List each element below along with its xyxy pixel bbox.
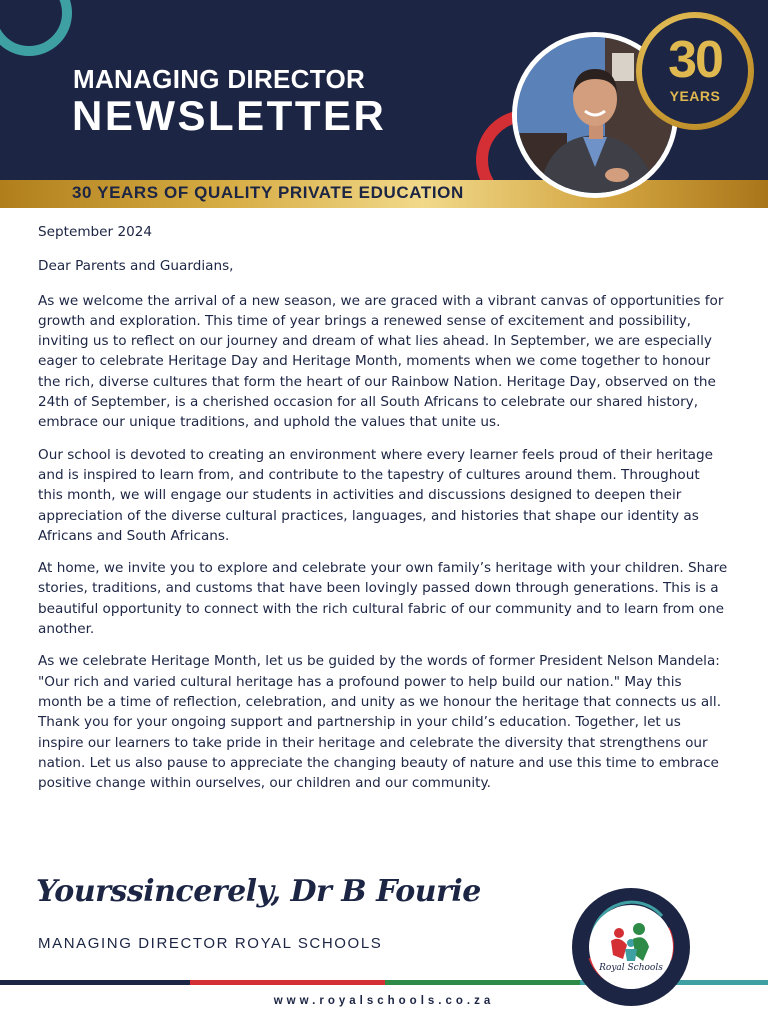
badge-number: 30 [668, 31, 722, 89]
website-link[interactable]: www.royalschools.co.za [273, 995, 495, 1007]
letter-paragraph: Our school is devoted to creating an environment where every learner feels proud of their heritage and is inspired to learn from, and contribute to the tapestry of cultures around them. Throughout this month, we will engage our students in activities and discussions designed to deepen their appreciation of the diverse cultural practices, languages, and histories that shape our identity as Africans and South Africans. [38, 446, 713, 544]
header-title-line2: NEWSLETTER [72, 92, 387, 139]
letter-paragraph: At home, we invite you to explore and celebrate your own family’s heritage with your children. Share stories, traditions, and customs that have been lovingly passed down through generations. This is a beautiful opportunity to connect with the rich cultural fabric of our community and to learn from one another. [38, 560, 728, 638]
letter-paragraph: As we welcome the arrival of a new season, we are graced with a vibrant canvas of opportunities for growth and exploration. This time of year brings a renewed sense of excitement and possibility, inviting us to reflect on our journey and dream of what lies ahead. In September, we are especially eager to celebrate Heritage Day and Heritage Month, moments when we come together to honour the rich, diverse cultures that form the heart of our Rainbow Nation. Heritage Day, observed on the 24th of September, is a cherished occasion for all South Africans to celebrate our shared history, embrace our unique traditions, and uphold the values that unite us. [38, 292, 724, 431]
letter-date: September 2024 [38, 224, 153, 240]
logo-inner-circle [589, 905, 673, 989]
letter-greeting: Dear Parents and Guardians, [38, 258, 234, 275]
letter-paragraph: As we celebrate Heritage Month, let us be guided by the words of former President Nelson Mandela: "Our rich and varied cultural heritage has a profound power to help build our nation." May this month be a time of reflection, celebration, and unity as we honour the heritage that connects us all. Thank you for your ongoing support and partnership in your child’s education. Together, let us inspire our learners to take pride in their heritage and celebrate the diversity that strengthens our nation. Let us also pause to appreciate the changing beauty of nature and use this time to embrace positive change within ourselves, our children and our community. [38, 653, 722, 792]
footer-stripe-green [385, 980, 580, 985]
banner-text: 30 YEARS OF QUALITY PRIVATE EDUCATION [72, 183, 464, 202]
badge-inner [642, 18, 748, 124]
badge-word: YEARS [669, 88, 721, 104]
footer-stripe-navy [0, 980, 190, 985]
signature: Yourssincerely, Dr B Fourie [36, 874, 481, 909]
gold-banner [0, 180, 768, 208]
header-title-line1: MANAGING DIRECTOR [73, 64, 366, 94]
thirty-years-badge [636, 12, 754, 130]
logo-text: Royal Schools [599, 963, 663, 973]
footer-stripe-red [190, 980, 385, 985]
letter-body [38, 222, 728, 805]
signature-title: MANAGING DIRECTOR ROYAL SCHOOLS [38, 935, 383, 952]
children-figures-icon [589, 905, 673, 989]
teal-ring-decoration [0, 0, 72, 56]
royal-schools-logo [572, 888, 690, 1006]
